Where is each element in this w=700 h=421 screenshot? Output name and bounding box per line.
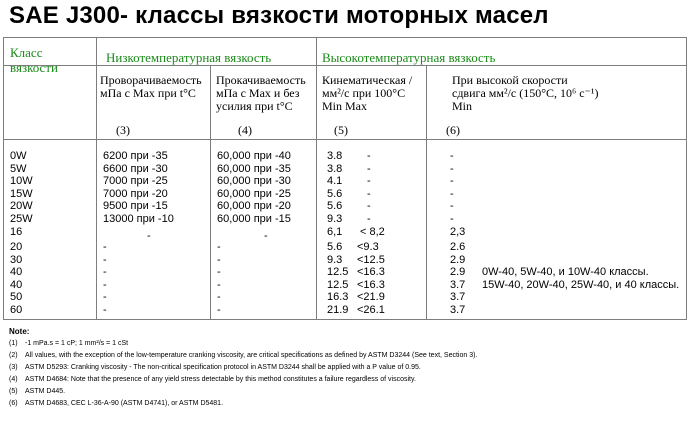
grade-cell: 25W	[10, 212, 33, 225]
hths-cell: -	[450, 162, 454, 175]
note-item: (2) All values, with the exception of the low-temperature cranking viscosity, are critical specifications as defined by ASTM D3244 (See text, Section 3).	[9, 352, 478, 359]
col5-header: Кинематическая / мм²/с при 100°C	[322, 73, 413, 100]
pumping-cell: 60,000 при -30	[217, 175, 291, 187]
high-temp-header: Высокотемпературная вязкость	[322, 50, 496, 65]
grade-cell: 0W	[10, 150, 27, 162]
cranking-cell: -	[103, 266, 107, 278]
kv-max-cell: <9.3	[357, 240, 379, 253]
kv-min-cell: 4.1	[327, 175, 343, 187]
kv-min-cell: 21.9	[327, 303, 349, 316]
col4-header: Прокачиваемость мПа с Max и без усилия при t°C	[216, 73, 306, 113]
pumping-cell: -	[264, 230, 268, 242]
hths-cell: 3.7	[450, 278, 466, 291]
low-temp-header: Низкотемпературная вязкость	[106, 50, 272, 65]
cranking-cell: 7000 при -20	[103, 187, 168, 200]
table-row	[4, 304, 686, 316]
pumping-cell: -	[217, 240, 221, 253]
cranking-cell: 6600 при -30	[103, 162, 168, 175]
grade-cell: 50	[10, 291, 23, 303]
cranking-cell: -	[103, 278, 107, 291]
table-row	[4, 279, 686, 291]
side-note-2: 15W-40, 20W-40, 25W-40, и 40 классы.	[482, 278, 680, 291]
cranking-cell: -	[147, 230, 151, 242]
table-row	[4, 150, 686, 162]
side-note-1: 0W-40, 5W-40, и 10W-40 классы.	[482, 266, 649, 278]
cranking-cell: 9500 при -15	[103, 200, 168, 212]
cranking-cell: -	[103, 253, 107, 266]
kv-max-cell: <16.3	[357, 266, 385, 278]
kv-max-cell: -	[367, 175, 371, 187]
grade-header: Класс вязкости	[10, 45, 58, 75]
hths-cell: -	[450, 212, 454, 225]
grade-cell: 20W	[10, 200, 33, 212]
table-row	[4, 188, 686, 200]
kv-max-cell: < 8,2	[360, 226, 385, 238]
pumping-cell: -	[217, 266, 221, 278]
kv-min-cell: 6,1	[327, 226, 343, 238]
hths-cell: 3.7	[450, 303, 466, 316]
kv-min-cell: 3.8	[327, 150, 343, 162]
kv-max-cell: <21.9	[357, 291, 385, 303]
col6-number: (6)	[446, 123, 460, 137]
table-row	[4, 266, 686, 278]
note-item: (3) ASTM D5293: Cranking viscosity - The non-critical specification protocol in ASTM D3244 shall be applied with a P value of 0.95.	[9, 364, 421, 371]
col3-number: (3)	[116, 123, 130, 137]
kv-max-cell: <12.5	[357, 253, 385, 266]
pumping-cell: -	[217, 253, 221, 266]
kv-max-cell: -	[367, 200, 371, 212]
grade-cell: 20	[10, 240, 23, 253]
col5-number: (5)	[334, 123, 348, 137]
body-divider	[4, 139, 686, 140]
pumping-cell: 60,000 при -20	[217, 200, 291, 212]
cranking-cell: 13000 при -10	[103, 212, 174, 225]
kv-max-cell: -	[367, 187, 371, 200]
pumping-cell: -	[217, 291, 221, 303]
note-item: (5) ASTM D445.	[9, 388, 66, 395]
table-row	[4, 291, 686, 303]
note-item: (1) -1 mPa.s = 1 cP; 1 mm²/s = 1 cSt	[9, 340, 129, 347]
note-item: (4) ASTM D4684: Note that the presence of any yield stress detectable by this method constitutes a failure regardless of viscosity.	[9, 376, 416, 383]
page-title: SAE J300- классы вязкости моторных масел	[9, 2, 549, 29]
pumping-cell: -	[217, 303, 221, 316]
notes-heading: Note:	[9, 327, 30, 336]
footnotes	[9, 326, 477, 410]
hths-cell: 2.9	[450, 253, 466, 266]
note-item: (6) ASTM D4683, CEC L-36-A-90 (ASTM D4741), or ASTM D5481.	[9, 400, 224, 407]
hths-cell: -	[450, 150, 454, 162]
grade-cell: 5W	[10, 162, 27, 175]
col3-header: Проворачиваемость мПа с Max при t°C	[100, 73, 202, 100]
cranking-cell: 7000 при -25	[103, 175, 168, 187]
cranking-cell: -	[103, 240, 107, 253]
col4-number: (4)	[238, 123, 252, 137]
hths-cell: -	[450, 187, 454, 200]
kv-min-cell: 16.3	[327, 291, 349, 303]
table-row	[4, 175, 686, 187]
pumping-cell: 60,000 при -15	[217, 212, 291, 225]
kv-max-cell: <16.3	[357, 278, 385, 291]
table-row	[4, 254, 686, 266]
cranking-cell: -	[103, 303, 107, 316]
grade-cell: 30	[10, 253, 23, 266]
hths-cell: 3.7	[450, 291, 466, 303]
kv-max-cell: -	[367, 212, 371, 225]
grade-cell: 40	[10, 266, 23, 278]
kv-min-cell: 9.3	[327, 253, 343, 266]
grade-cell: 10W	[10, 175, 33, 187]
table-row	[4, 241, 686, 253]
pumping-cell: 60,000 при -40	[217, 150, 291, 162]
col5-minmax: Min Max	[322, 99, 367, 113]
pumping-cell: 60,000 при -35	[217, 162, 291, 175]
col6-header: При высокой скорости сдвига мм²/с (150°C, 10⁶ с⁻¹) Min	[452, 73, 599, 113]
hths-cell: -	[450, 175, 454, 187]
kv-min-cell: 5.6	[327, 200, 343, 212]
table-row	[4, 213, 686, 225]
table-row	[4, 163, 686, 175]
kv-max-cell: <26.1	[357, 303, 385, 316]
kv-min-cell: 5.6	[327, 240, 343, 253]
table-row	[4, 200, 686, 212]
table-row	[4, 226, 686, 242]
cranking-cell: -	[103, 291, 107, 303]
grade-cell: 15W	[10, 187, 33, 200]
kv-min-cell: 9.3	[327, 212, 343, 225]
kv-max-cell: -	[367, 150, 371, 162]
kv-max-cell: -	[367, 162, 371, 175]
pumping-cell: -	[217, 278, 221, 291]
grade-cell: 16	[10, 226, 23, 238]
grade-cell: 60	[10, 303, 23, 316]
pumping-cell: 60,000 при -25	[217, 187, 291, 200]
hths-cell: -	[450, 200, 454, 212]
viscosity-table	[3, 37, 687, 320]
hths-cell: 2.6	[450, 240, 466, 253]
kv-min-cell: 12.5	[327, 278, 349, 291]
cranking-cell: 6200 при -35	[103, 150, 168, 162]
kv-min-cell: 5.6	[327, 187, 343, 200]
kv-min-cell: 3.8	[327, 162, 343, 175]
grade-cell: 40	[10, 278, 23, 291]
kv-min-cell: 12.5	[327, 266, 349, 278]
hths-cell: 2.9	[450, 266, 466, 278]
hths-cell: 2,3	[450, 226, 466, 238]
